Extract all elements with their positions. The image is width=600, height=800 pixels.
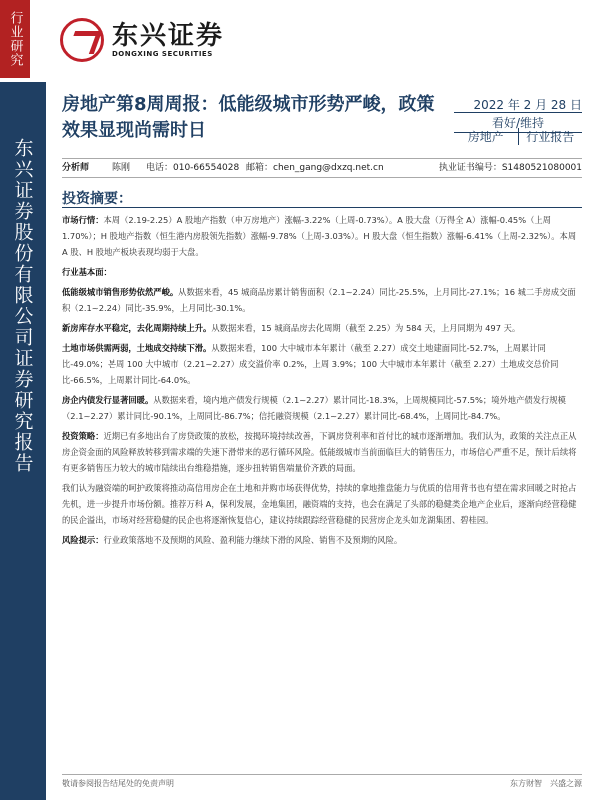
strategy-paragraph: 投资策略：近期已有多地出台了房贷政策的放松，按揭环境持续改善，下调房贷利率和首付比的城市逐渐增加。我们认为，政策的关注点正从房企资金面的风险释放转移到需求端的失速下滑带来的恶行循环风险。低能级城市当前面临巨大的销售压力，市场信心严重不足，预计后续将有更多销售压力较大的城市陆续出台维稳措施，逐步扭转销售端量价齐跌的局面。 — [62, 431, 577, 473]
land-paragraph: 土地市场供需两弱，土地成交持续下滑。从数据来看，100 大中城市本年累计（截至 2.27）成交土地建面同比-52.7%，上周累计同比-49.0%；본周 100 大中城市（2.21~2.27）成交溢价率 0.2%，上周 3.9%；100 大中城市本年累计（截至 2.27）土地成交总价同比-66.5%，上周累计同比-64.0%。 — [62, 343, 559, 385]
company-logo — [60, 18, 224, 62]
sales-paragraph: 低能级城市销售形势依然严峻。从数据来看，45 城商品房累计销售面积（2.1~2.24）同比-25.5%，上月同比-27.1%；16 城二手房成交面积（2.1~2.24）同比-35.9%，上月同比-30.1%。 — [62, 287, 576, 313]
debt-paragraph: 房企内债发行显著回暖。从数据来看，境内地产债发行规模（2.1~2.27）累计同比-18.3%，上周规模同比-57.5%；境外地产债发行规模（2.1~2.27）累计同比-90.1%，上周同比-86.7%；信托融资规模（2.1~2.27）累计同比-68.4%，上周同比-84.7%。 — [62, 395, 566, 421]
fundamentals-heading: 行业基本面： — [62, 267, 112, 277]
analyst-label: 分析师 — [62, 163, 90, 173]
industry-label: 房地产 — [467, 130, 504, 144]
analyst-name: 陈刚 — [112, 163, 131, 173]
risk-paragraph: 风险提示：行业政策落地不及预期的风险、盈利能力继续下滑的风险、销售不及预期的风险。 — [62, 535, 403, 545]
disclaimer-note: 敬请参阅报告结尾处的免责声明 — [62, 779, 174, 788]
logo-name-cn: 东兴证券 — [112, 21, 225, 51]
analyst-email: 邮箱：chen_gang@dxzq.net.cn — [246, 163, 384, 173]
page-main — [46, 0, 600, 800]
market-paragraph: 市场行情：本周（2.19-2.25）A 股地产指数（申万房地产）涨幅-3.22%（上周-0.73%）。A 股大盘（万得全 A）涨幅-0.45%（上周 1.70%）；H 股地产指数（恒生港内房股领先指数）涨幅-9.78%（上周-3.03%）。H 股大盘（恒生指数）涨幅-6.41%（上周-2.32%）。本周 A 股、H 股地产板块表现均弱于大盘。 — [62, 215, 577, 257]
sidebar — [0, 0, 46, 800]
report-date: 2022 年 2 月 28 日 — [473, 98, 582, 112]
report-title: 房地产第8周周报：低能级城市形势严峻，政策效果显现尚需时日 — [62, 94, 435, 141]
abstract-body — [62, 212, 582, 552]
report-meta — [454, 128, 582, 145]
analyst-phone: 电话：010-66554028 — [146, 163, 240, 173]
abstract-heading: 投资摘要： — [62, 191, 132, 207]
report-type-label: 行业报告 — [518, 128, 583, 145]
rating-badge: 看好/维持 — [454, 112, 582, 133]
company-name-bar: 东兴证券股份有限公司证券研究报告 — [0, 82, 46, 800]
recommendation-paragraph: 我们认为融资端的呵护政策将推动高信用房企在土地和并购市场获得优势，持续的拿地推盘能力与优质的信用背书也有望在需求回暖之时抢占先机，进一步提升市场份额。推荐万科 A，保利发展，金地集团，融资端的支持，也会在满足了头部的稳健类企地产企业后，逐渐向经营稳健的民企溢出，市场对经营稳健的民企也将逐渐恢复信心，建议持续跟踪经营稳健的民营房企龙头如龙湖集团、碧桂园。 — [62, 483, 577, 525]
analyst-bar — [62, 158, 582, 178]
analyst-license: 执业证书编号：S1480521080001 — [438, 163, 582, 173]
page-footer — [62, 774, 582, 789]
report-category-tag: 行业研究 — [0, 0, 30, 78]
logo-name-en: DONGXING SECURITIES — [112, 50, 213, 58]
footer-slogan: 东方财智 兴盛之源 — [510, 779, 582, 788]
abstract-divider — [62, 207, 582, 208]
logo-icon — [60, 18, 104, 62]
inventory-paragraph: 新房库存水平稳定，去化周期持续上升。从数据来看，15 城商品房去化周期（截至 2.25）为 584 天，上月同期为 497 天。 — [62, 323, 521, 333]
